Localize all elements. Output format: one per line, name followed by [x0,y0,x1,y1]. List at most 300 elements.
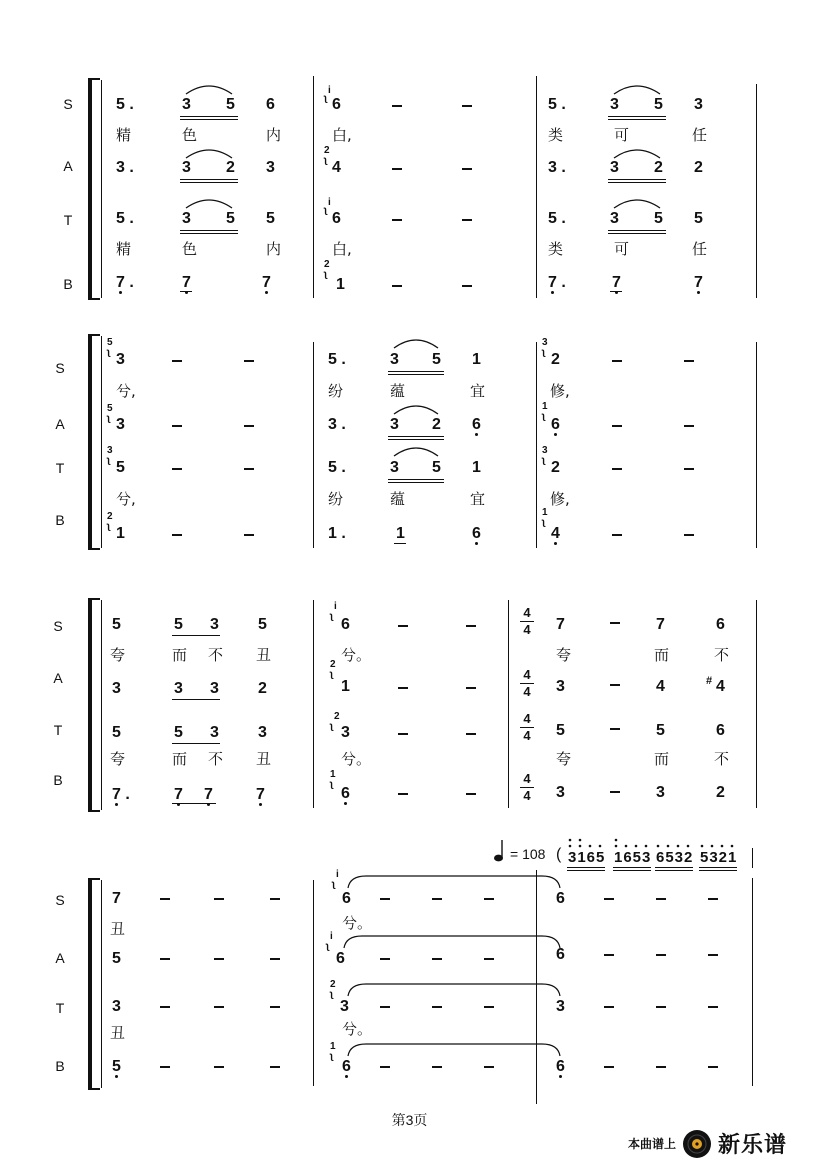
dash [684,468,694,470]
voice-label-a: A [55,416,65,432]
note: 5 [112,1058,121,1076]
dash [244,425,254,427]
note: 4 [716,678,725,695]
note: 4 [332,159,341,176]
underline [608,179,666,180]
lyric: 兮。 [342,914,373,932]
note: 2 [226,159,235,176]
note: 2 [432,416,441,433]
dash [172,468,182,470]
note: 3 [556,784,565,801]
grace-note: i [328,197,331,208]
dash [466,733,476,735]
lyric: 夸 [110,750,126,768]
dash [214,958,224,960]
lyric: 兮。 [341,750,372,768]
grace-note: 1 [330,769,336,780]
dash [604,1006,614,1008]
underline [180,119,238,120]
note: 2 [654,159,663,176]
note: 6 [266,96,275,113]
note: 3 [112,680,121,697]
underline [608,119,666,120]
grace-note: ʅ [330,1051,334,1062]
dash [604,1066,614,1068]
dash [270,898,280,900]
note: 3 [610,96,619,113]
note: 2 [694,159,703,176]
dash [684,534,694,536]
grace-note: ʅ [107,455,111,466]
barline [752,878,753,1086]
grace-note: ʅ [330,721,334,732]
voice-label-a: A [53,670,63,686]
note: 7 . [116,274,134,292]
lyric: 而 [654,750,670,768]
note: 5 [432,459,441,476]
grace-note: ʅ [330,611,334,622]
dash [612,425,622,427]
lyric: 白, [332,126,352,144]
slur [392,336,440,350]
note: 6 [472,416,481,434]
note: 3 . [116,159,134,176]
grace-note: i [336,869,339,880]
note: 6 [556,946,565,963]
note: 3 [116,416,125,433]
underline [172,699,220,700]
voice-label-b: B [53,772,63,788]
slur [184,146,234,160]
note: 3 [556,678,565,695]
note: 5 [266,210,275,227]
note: # [706,675,713,687]
note: 6 [332,96,341,113]
barline [508,600,509,808]
underline [172,743,220,744]
lyric: 类 [548,240,564,258]
voice-label-s: S [55,892,65,908]
dash [214,1066,224,1068]
grace-note: 2 [324,259,330,270]
grace-note: ʅ [324,155,328,166]
lyric: 不 [208,646,224,664]
lyric: 蕴 [390,382,406,400]
slur [612,196,662,210]
underline [567,867,605,868]
note: 3 [210,680,219,697]
dash [172,534,182,536]
grace-note: ʅ [542,455,546,466]
grace-note: ʅ [107,521,111,532]
note: 7 [174,786,183,804]
note: 7 [256,786,265,804]
dash [398,793,408,795]
grace-note: 5 [107,403,113,414]
voice-label-a: A [55,950,65,966]
dash [466,687,476,689]
system-bracket [88,878,100,1090]
dash [604,954,614,956]
lyric: 精 [116,240,132,258]
intro-group: 5321 [700,849,738,866]
grace-note: ʅ [107,413,111,424]
dash [610,684,620,686]
note: 7 [556,616,565,633]
grace-note: ʅ [542,517,546,528]
note: 7 [694,274,703,292]
barline [313,76,314,298]
voice-label-b: B [55,1058,65,1074]
underline [699,867,737,868]
note: 5 [112,616,121,633]
grace-note: ʅ [324,269,328,280]
dash [466,793,476,795]
dash [612,468,622,470]
note: 7 [204,786,213,804]
note: 1 [341,678,350,695]
note: 5 . [548,96,566,113]
slur [392,444,440,458]
dash [160,898,170,900]
tie [342,932,562,952]
note: 3 [182,159,191,176]
grace-note: 1 [542,401,548,412]
underline [172,803,216,804]
lyric: 纷 [328,382,344,400]
lyric: 而 [654,646,670,664]
dash [214,898,224,900]
dash [270,1066,280,1068]
dash [462,105,472,107]
dash [432,1006,442,1008]
grace-note: ʅ [542,411,546,422]
dash [392,285,402,287]
grace-note: 1 [542,507,548,518]
note: 3 [610,159,619,176]
voice-label-s: S [63,96,73,112]
barline [313,342,314,548]
lyric: 宜 [470,382,486,400]
dash [610,728,620,730]
grace-note: 2 [330,979,336,990]
intro-group: 6532 [656,849,694,866]
dash [214,1006,224,1008]
note: 5 . [116,210,134,227]
note: 3 [266,159,275,176]
dash [432,1066,442,1068]
tempo-value: = 108 [510,846,546,862]
underline [388,374,444,375]
dash [462,168,472,170]
note: 3 [390,351,399,368]
dash [270,958,280,960]
note: 3 [210,616,219,633]
dash [612,360,622,362]
dash [612,534,622,536]
grace-note: 2 [334,711,340,722]
note: 2 [551,459,560,476]
grace-note: 1 [330,1041,336,1052]
underline [388,479,444,480]
dash [708,1006,718,1008]
note: 5 [654,96,663,113]
dash [432,898,442,900]
note: 6 [332,210,341,227]
slur [612,82,662,96]
note: 3 [390,416,399,433]
dash [708,898,718,900]
barline [752,848,753,868]
voice-label-s: S [53,618,63,634]
dash [244,534,254,536]
note: 5 . [328,459,346,476]
note: 6 [556,890,565,907]
dash [708,1066,718,1068]
time-signature: 4 4 [520,772,534,803]
lyric: 丑 [256,750,272,768]
note: 5 [174,724,183,741]
grace-note: ʅ [330,669,334,680]
note: 1 . [328,525,346,542]
voice-label-t: T [63,212,73,228]
barline [756,84,757,298]
lyric: 夸 [556,646,572,664]
note: 3 . [548,159,566,176]
grace-note: i [330,931,333,942]
underline [610,291,622,292]
note: 5 [112,724,121,741]
grace-note: ʅ [330,779,334,790]
note: 5 [112,950,121,967]
note: 7 [182,274,191,292]
voice-label-t: T [55,1000,65,1016]
grace-note: ʅ [107,347,111,358]
note: 5 [174,616,183,633]
underline [699,870,737,871]
underline [567,870,605,871]
note: 5 [656,722,665,739]
note: 1 [396,525,405,542]
voice-label-b: B [55,512,65,528]
lyric: 夸 [110,646,126,664]
note: 3 [340,998,349,1015]
system-bracket [88,78,100,300]
lyric: 任 [692,126,708,144]
note: 5 . [548,210,566,227]
dash [432,958,442,960]
lyric: 任 [692,240,708,258]
note: 7 [656,616,665,633]
system-bracket [88,598,100,812]
note: 2 [716,784,725,801]
lyric: 色 [182,126,198,144]
underline [180,230,238,231]
note: 3 [341,724,350,741]
lyric: 白, [332,240,352,258]
dash [656,898,666,900]
lyric: 宜 [470,490,486,508]
dash [380,1006,390,1008]
voice-label-b: B [63,276,73,292]
note: 4 [656,678,665,695]
dash [160,958,170,960]
voice-label-t: T [53,722,63,738]
slur [184,196,234,210]
note: 2 [551,351,560,368]
dash [684,360,694,362]
note: 3 [390,459,399,476]
lyric: 内 [266,240,282,258]
dash [160,1066,170,1068]
dash [604,898,614,900]
dash [484,1066,494,1068]
barline [536,342,537,548]
lyric: 兮, [116,382,136,400]
note: 5 . [116,96,134,113]
voice-label-a: A [63,158,73,174]
dash [610,622,620,624]
note: 3 [610,210,619,227]
system-bracket [88,334,100,550]
dash [160,1006,170,1008]
underline [655,870,693,871]
lyric: 修, [550,490,570,508]
barline [536,76,537,298]
grace-note: ʅ [326,941,330,952]
underline [388,439,444,440]
intro-paren: ( [556,846,562,863]
grace-note: ʅ [330,989,334,1000]
note: 7 [262,274,271,292]
time-signature: 4 4 [520,668,534,699]
dash [172,425,182,427]
lyric: 内 [266,126,282,144]
note: 6 [342,1058,351,1076]
dash [708,954,718,956]
grace-note: i [334,601,337,612]
dash [484,1006,494,1008]
lyric: 不 [714,750,730,768]
slur [392,402,440,416]
note: 3 [210,724,219,741]
underline [655,867,693,868]
note: 3 [182,210,191,227]
tie [346,1040,562,1060]
lyric: 精 [116,126,132,144]
dash [484,958,494,960]
note: 3 [112,998,121,1015]
underline [180,233,238,234]
dash [392,219,402,221]
underline [608,116,666,117]
page-number: 第3页 [391,1112,428,1128]
note: 5 [694,210,703,227]
note: 6 [342,890,351,907]
barline [313,600,314,808]
grace-note: ʅ [332,879,336,890]
underline [388,436,444,437]
note: 6 [556,1058,565,1076]
lyric: 可 [614,240,630,258]
dash [172,360,182,362]
note: 5 [258,616,267,633]
underline [180,291,192,292]
lyric: 兮。 [342,1020,373,1038]
note: 3 [556,998,565,1015]
underline [394,543,406,544]
dash [380,958,390,960]
underline [180,179,238,180]
dash [462,219,472,221]
grace-note: ʅ [324,205,328,216]
lyric: 丑 [110,1024,126,1042]
dash [398,733,408,735]
brand-prefix: 本曲谱上 [628,1137,677,1151]
dash [244,360,254,362]
lyric: 而 [172,646,188,664]
note: 1 [336,276,345,293]
underline [608,182,666,183]
octave-dots [566,836,746,850]
note: 7 [612,274,621,292]
dash [462,285,472,287]
note: 5 [226,96,235,113]
note: 1 [472,459,481,476]
note: 3 [116,351,125,368]
lyric: 而 [172,750,188,768]
grace-note: 3 [542,445,548,456]
underline [172,635,220,636]
lyric: 不 [208,750,224,768]
grace-note: 2 [330,659,336,670]
dash [466,625,476,627]
underline [608,230,666,231]
note: 5 [654,210,663,227]
lyric: 丑 [256,646,272,664]
note: 2 [258,680,267,697]
lyric: 类 [548,126,564,144]
note: 3 [174,680,183,697]
dash [270,1006,280,1008]
note: 3 [656,784,665,801]
note: 1 [472,351,481,368]
lyric: 色 [182,240,198,258]
dash [392,105,402,107]
tie [346,980,562,1000]
note: 3 [182,96,191,113]
dash [656,954,666,956]
note: 3 . [328,416,346,433]
note: 3 [258,724,267,741]
brand-name: 新乐谱 [718,1132,788,1157]
grace-note: i [328,85,331,96]
lyric: 兮, [116,490,136,508]
underline [613,867,651,868]
grace-note: 5 [107,337,113,348]
dash [244,468,254,470]
dash [398,625,408,627]
voice-label-t: T [55,460,65,476]
quarter-note-icon [492,838,506,864]
underline [388,482,444,483]
lyric: 修, [550,382,570,400]
dash [392,168,402,170]
note: 6 [341,616,350,633]
dash [398,687,408,689]
voice-label-s: S [55,360,65,376]
grace-note: ʅ [324,93,328,104]
